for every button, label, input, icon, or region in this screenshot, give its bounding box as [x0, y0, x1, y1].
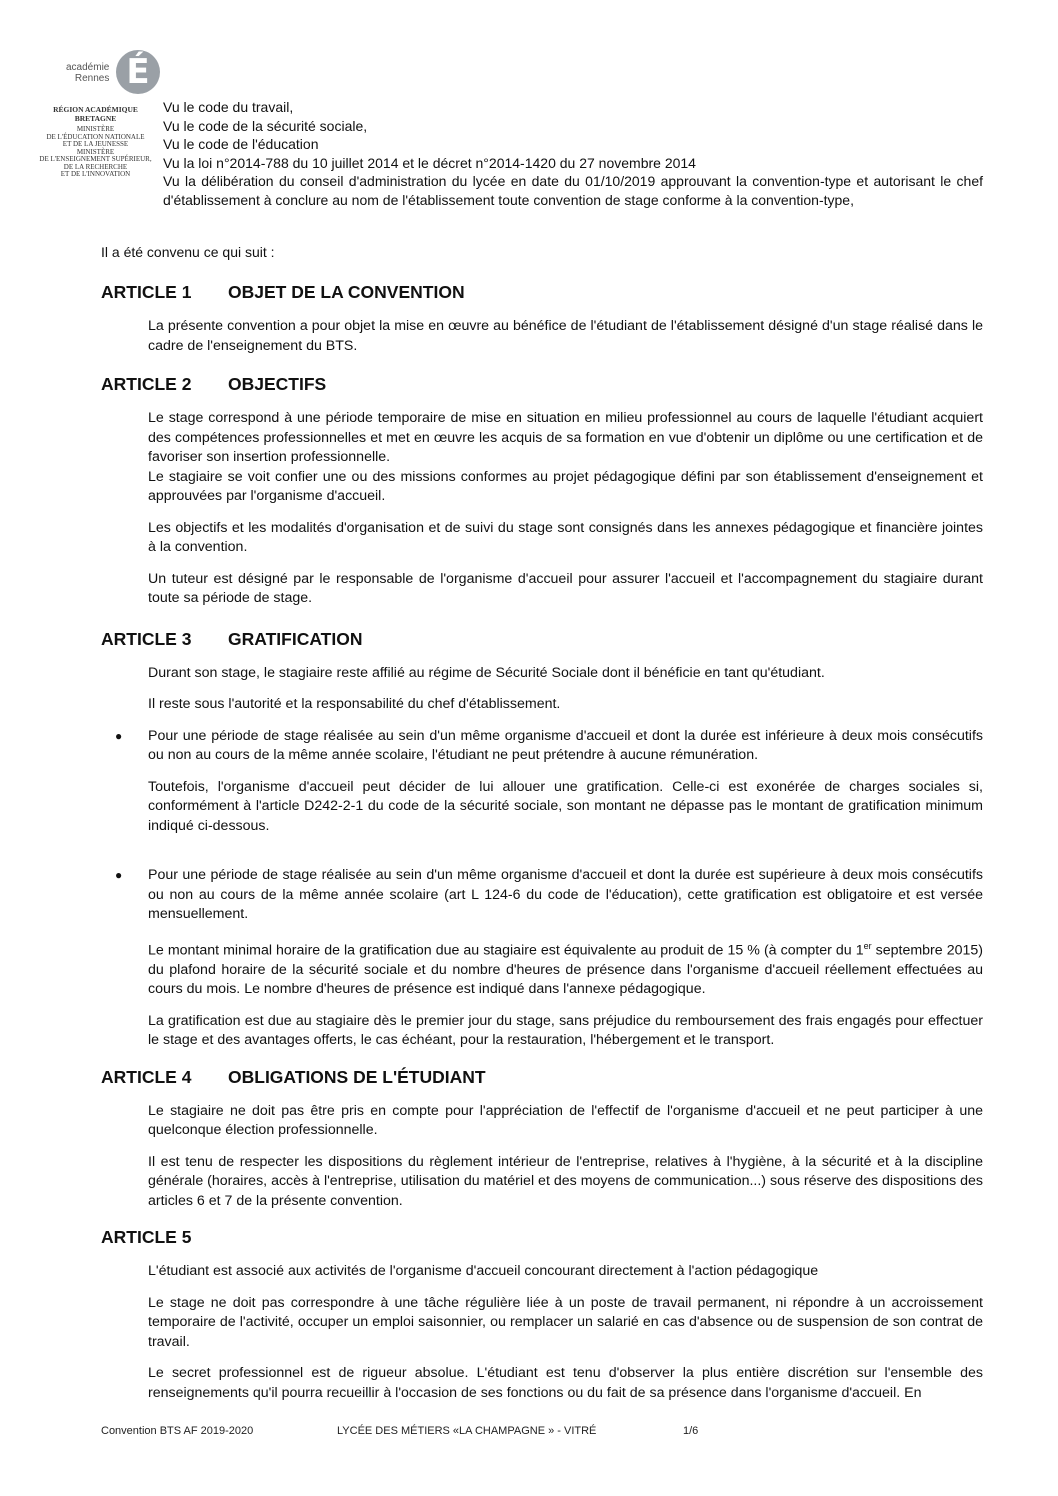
article-1-paragraph: La présente convention a pour objet la mise en œuvre au bénéfice de l'étudiant de l'établissement désigné d'un stage réalisé dans le cadre de l'enseignement du BTS. [148, 318, 983, 354]
article-number: ARTICLE 3 [101, 628, 192, 649]
articles [101, 282, 983, 1415]
footer-document: Convention BTS AF 2019-2020 [101, 1425, 254, 1437]
article-2-paragraph-part: Le stage correspond à une période temporaire de mise en situation en milieu professionnel au cours de laquelle l'étudiant acquiert des compétences professionnelles et met en œuvre les acquis de sa formation en vue d'obtenir un diplôme ou une certification et de favoriser son insertion professionnelle. [148, 410, 983, 465]
bullet-text: Pour une période de stage réalisée au sein d'un même organisme d'accueil et dont la durée est supérieure à deux mois consécutifs ou non au cours de la même année scolaire (art L 124-6 du code de l'éducation), cette gratification est obligatoire et est versée mensuellement. [148, 867, 983, 922]
preamble [163, 98, 983, 209]
article-3-heading [101, 629, 983, 650]
logo-line-2: Rennes [74, 73, 110, 84]
paragraph-part: Le montant minimal horaire de la gratification due au stagiaire est équivalente au produit de 15 % (à compter du 1 [148, 942, 864, 959]
region-line-2: BRETAGNE [74, 113, 117, 123]
article-5-heading [101, 1227, 983, 1248]
article-number: ARTICLE 1 [101, 282, 192, 302]
logo-line-1: académie [66, 62, 110, 73]
logo-ministries [38, 126, 153, 179]
article-3-paragraph: Il reste sous l'autorité et la responsabilité du chef d'établissement. [148, 696, 561, 712]
article-title: OBJET DE LA CONVENTION [228, 282, 465, 302]
region-line-1: RÉGION ACADÉMIQUE [53, 105, 138, 114]
footer-school: LYCÉE DES MÉTIERS «LA CHAMPAGNE » - VITRÉ [337, 1425, 597, 1437]
bullet-text: Pour une période de stage réalisée au sein d'un même organisme d'accueil et dont la durée est inférieure à deux mois consécutifs ou non au cours de la même année scolaire, l'étudiant ne peut prétendre à aucune rémunération. [148, 727, 983, 763]
article-3-paragraph [148, 937, 983, 1000]
page-number: 1/6 [683, 1425, 699, 1437]
academy-logo [38, 48, 153, 179]
ministry-line: DE L'ÉDUCATION NATIONALE [46, 132, 145, 141]
preamble-line: Vu la délibération du conseil d'administration du lycée en date du 01/10/2019 approuvant la convention-type et autorisant le chef d'établissement à conclure au nom de l'établissement toute convention de stage conforme à la convention-type, [163, 173, 983, 208]
article-4-paragraph: Le stagiaire ne doit pas être pris en compte pour l'appréciation de l'effectif de l'organisme d'accueil et ne peut participer à une quelconque élection professionnelle. [148, 1102, 983, 1139]
article-5-paragraph: L'étudiant est associé aux activités de l'organisme d'accueil concourant directement à l'action pédagogique [148, 1263, 819, 1280]
article-title: OBLIGATIONS DE L'ÉTUDIANT [228, 1066, 486, 1087]
intro-text: Il a été convenu ce qui suit : [101, 244, 275, 260]
logo-region [38, 106, 153, 123]
article-2-paragraph: Les objectifs et les modalités d'organisation et de suivi du stage sont consignés dans les annexes pédagogique et financière jointes à la convention. [148, 519, 983, 555]
article-3-bullet [101, 866, 983, 925]
article-2-paragraph: Un tuteur est désigné par le responsable de l'organisme d'accueil pour assurer l'accueil et l'accompagnement du stagiaire durant toute sa période de stage. [148, 570, 983, 606]
bullet-icon: ● [115, 728, 123, 743]
ministry-line: DE L'ENSEIGNEMENT SUPÉRIEUR, [39, 155, 152, 163]
logo-mark [38, 48, 153, 104]
spacer [101, 848, 983, 866]
article-5-paragraph: Le stage ne doit pas correspondre à une tâche régulière liée à un poste de travail permanent, ni répondre à un accroissement temporaire de l'activité, occuper un emploi saisonnier, ou remplacer un salarié en cas d'absence ou de suspension de son contrat de travail. [148, 1294, 983, 1350]
logo-e-icon: É [116, 50, 160, 94]
article-3-bullet [101, 727, 983, 766]
bullet-icon: ● [115, 868, 123, 882]
article-number: ARTICLE 4 [101, 1066, 192, 1087]
preamble-line: Vu la loi n°2014-788 du 10 juillet 2014 et le décret n°2014-1420 du 27 novembre 2014 [163, 154, 696, 171]
preamble-line: Vu le code de la sécurité sociale, [163, 117, 368, 134]
article-title: OBJECTIFS [228, 374, 327, 394]
paragraph-part: septembre 2015) du plafond horaire de la sécurité sociale et du nombre d'heures de présence dans l'organisme d'accueil réellement effectuées au cours du mois. Le nombre d'heures de présence est indiqué dans l'annexe pédagogique. [148, 942, 983, 998]
article-4-heading [101, 1067, 983, 1088]
ministry-line: MINISTÈRE [76, 125, 115, 133]
article-5-paragraph: Le secret professionnel est de rigueur absolue. L'étudiant est tenu d'observer la plus entière discrétion sur l'ensemble des renseignements qu'il pourra recueillir à l'occasion de ses fonctions ou du fait de sa présence dans l'organisme d'accueil. En [148, 1365, 983, 1401]
preamble-line: Vu le code de l'éducation [163, 136, 319, 152]
article-3-paragraph: Toutefois, l'organisme d'accueil peut décider de lui allouer une gratification. Celle-ci est exonérée de charges sociales si, conformément à l'article D242-2-1 du code de la sécurité sociale, son montant ne dépasse pas le montant de gratification minimum indiqué ci-dessous. [148, 778, 983, 834]
ministry-line: ET DE LA JEUNESSE [62, 140, 129, 148]
article-2-paragraph-part: Le stagiaire se voit confier une ou des missions conformes au projet pédagogique défini par son établissement d'enseignement et approuvées par l'organisme d'accueil. [148, 468, 983, 504]
article-title: GRATIFICATION [228, 628, 363, 649]
article-number: ARTICLE 2 [101, 374, 192, 394]
article-3-paragraph: Durant son stage, le stagiaire reste affilié au régime de Sécurité Sociale dont il bénéficie en tant qu'étudiant. [148, 664, 825, 681]
article-2-paragraph [148, 409, 983, 507]
ministry-line: DE LA RECHERCHE [63, 162, 128, 171]
article-number: ARTICLE 5 [101, 1227, 192, 1248]
preamble-line: Vu le code du travail, [163, 99, 294, 115]
article-1-heading [101, 282, 983, 303]
ministry-line: MINISTÈRE [76, 147, 115, 156]
ministry-line: ET DE L'INNOVATION [60, 170, 131, 178]
article-2-heading [101, 374, 983, 395]
logo-wordmark [66, 62, 109, 84]
article-3-paragraph: La gratification est due au stagiaire dès le premier jour du stage, sans préjudice du remboursement des frais engagés pour effectuer le stage et des avantages offerts, le cas échéant, pour la restauration, l'hébergement et le transport. [148, 1012, 983, 1049]
superscript: er [863, 940, 872, 951]
article-4-paragraph: Il est tenu de respecter les dispositions du règlement intérieur de l'entreprise, relatives à l'hygiène, à la sécurité et à la discipline générale (horaires, accès à l'entreprise, utilisation du matériel et des moyens de communication...) sous réserve des dispositions des articles 6 et 7 de la présente convention. [148, 1153, 983, 1209]
